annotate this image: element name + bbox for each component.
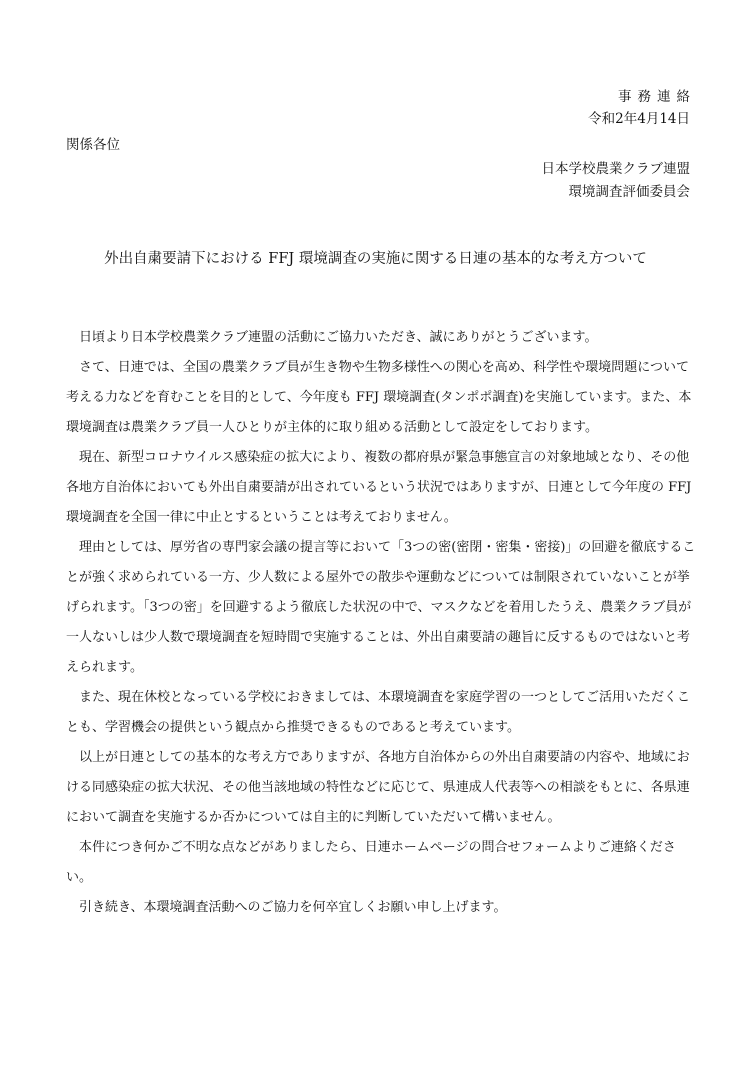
paragraph-closing: 引き続き、本環境調査活動へのご協力を何卒宜しくお願い申し上げます。 xyxy=(79,900,507,915)
sender-organization: 日本学校農業クラブ連盟 xyxy=(541,161,690,177)
paragraph-current-situation: 現在、新型コロナウイルス感染症の拡大により、複数の都府県が緊急事態宣言の対象地域となり、その他各地方自治体においても外出自粛要請が出されているという状況ではありますが、日連として今年度の FFJ 環境調査を全国一律に中止とするということは考えておりません。 xyxy=(66,450,692,525)
document-date: 令和2年4月14日 xyxy=(588,111,690,127)
document-type: 事務連絡 xyxy=(618,89,696,105)
addressee: 関係各位 xyxy=(66,137,120,153)
paragraph-reasons: 理由としては、厚労省の専門家会議の提言等において「3つの密(密閉・密集・密接)」の回避を徹底することが強く求められている一方、少人数による屋外での散歩や運動などについては制限されていないことが挙げられます。「3つの密」を回避するよう徹底した状況の中で、マスクなどを着用したうえ、農業クラブ員が一人ないしは少人数で環境調査を短時間で実施することは、外出自粛要請の趣旨に反するものではないと考えられます。 xyxy=(66,540,696,675)
paragraph-local-judgement: 以上が日連としての基本的な考え方でありますが、各地方自治体からの外出自粛要請の内容や、地域における同感染症の拡大状況、その他当該地域の特性などに応じて、県連成人代表等への相談をもとに、各県連において調査を実施するか否かについては自主的に判断していただいて構いません。 xyxy=(66,750,690,825)
paragraph-home-study: また、現在休校となっている学校におきましては、本環境調査を家庭学習の一つとしてご活用いただくことも、学習機会の提供という観点から推奨できるものであると考えています。 xyxy=(66,690,691,735)
paragraph-greeting: 日頃より日本学校農業クラブ連盟の活動にご協力いただき、誠にありがとうございます。 xyxy=(79,330,598,345)
document-body xyxy=(66,323,696,923)
document-title: 外出自粛要請下における FFJ 環境調査の実施に関する日連の基本的な考え方ついて xyxy=(104,251,647,267)
paragraph-purpose: さて、日連では、全国の農業クラブ員が生き物や生物多様性への関心を高め、科学性や環境問題について考える力などを育むことを目的として、今年度も FFJ 環境調査(タンポポ調査)を実施しています。また、本環境調査は農業クラブ員一人ひとりが主体的に取り組める活動として設定をしております。 xyxy=(66,360,692,435)
paragraph-contact: 本件につき何かご不明な点などがありましたら、日連ホームページの問合せフォームよりご連絡ください。 xyxy=(66,840,676,885)
sender-committee: 環境調査評価委員会 xyxy=(568,184,690,200)
